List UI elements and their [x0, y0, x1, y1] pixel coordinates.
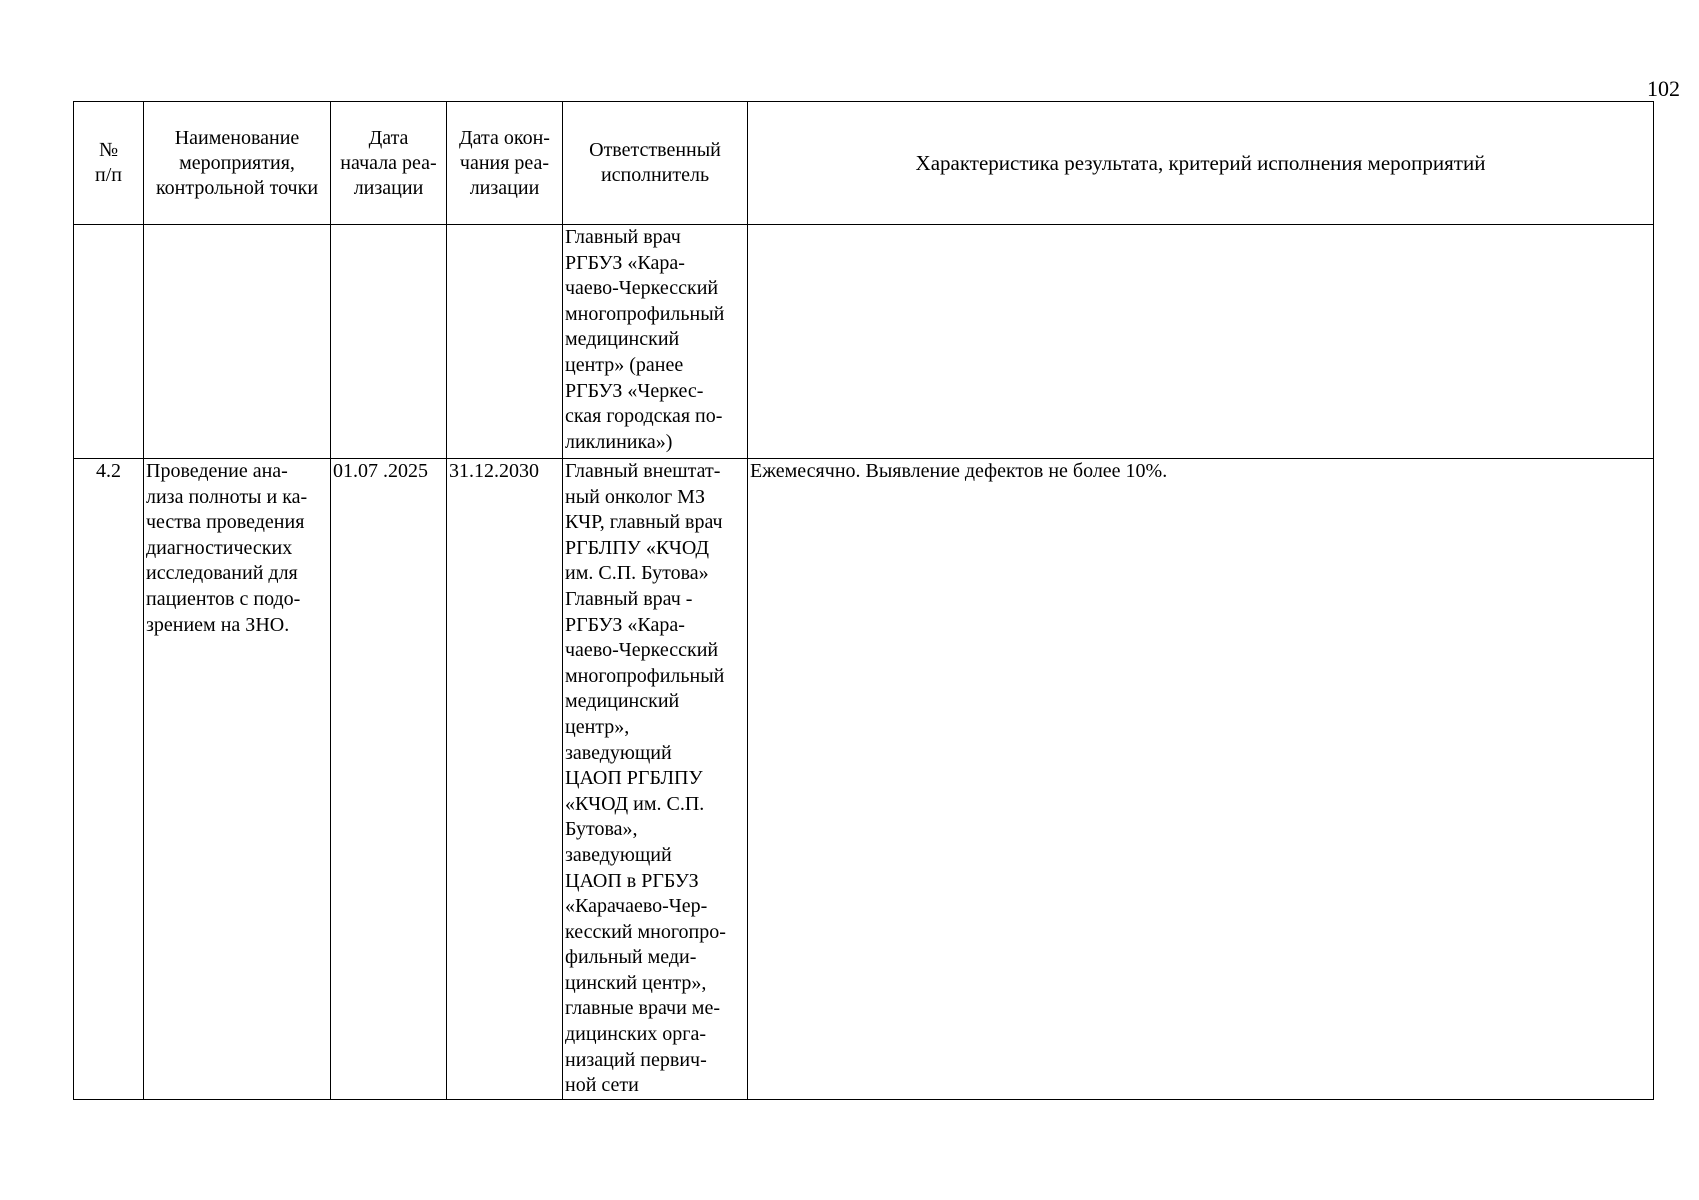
row-num-cell: 4.2 [74, 459, 144, 1100]
row-end-cell [447, 225, 563, 459]
row-executor-cell: Главный внештат- ный онколог МЗ КЧР, главный врач РГБЛПУ «КЧОД им. С.П. Бутова» Главный врач - РГБУЗ «Кара- чаево-Черкесский многопрофильный медицинский центр», заведующий ЦАОП РГБЛПУ «КЧОД им. С.П. Бутова», заведующий ЦАОП в РГБУЗ «Карачаево-Чер- кесский многопро- фильный меди- цинский центр», главные врачи ме- дицинских орга- низаций первич- ной сети [563, 459, 748, 1100]
row-start-cell [331, 225, 447, 459]
header-end-date: Дата окон- чания реа- лизации [447, 102, 563, 225]
header-name: Наименование мероприятия, контрольной точки [144, 102, 331, 225]
table-row [74, 225, 1654, 459]
measures-table [73, 101, 1654, 1100]
table-header-row [74, 102, 1654, 225]
row-end-cell: 31.12.2030 [447, 459, 563, 1100]
header-characteristic: Характеристика результата, критерий исполнения мероприятий [748, 102, 1654, 225]
header-start-date: Дата начала реа- лизации [331, 102, 447, 225]
table-row [74, 459, 1654, 1100]
row-num-cell [74, 225, 144, 459]
row-name-cell: Проведение ана- лиза полноты и ка- чества проведения диагностических исследований для пациентов с подо- зрением на ЗНО. [144, 459, 331, 1100]
row-executor-cell: Главный врач РГБУЗ «Кара- чаево-Черкесский многопрофильный медицинский центр» (ранее РГБУЗ «Черкес- ская городская по- ликлиника») [563, 225, 748, 459]
header-num: № п/п [74, 102, 144, 225]
row-start-cell: 01.07 .2025 [331, 459, 447, 1100]
header-executor: Ответственный исполнитель [563, 102, 748, 225]
row-name-cell [144, 225, 331, 459]
row-characteristic-cell [748, 225, 1654, 459]
page-number: 102 [1647, 76, 1680, 101]
row-characteristic-cell: Ежемесячно. Выявление дефектов не более 10%. [748, 459, 1654, 1100]
